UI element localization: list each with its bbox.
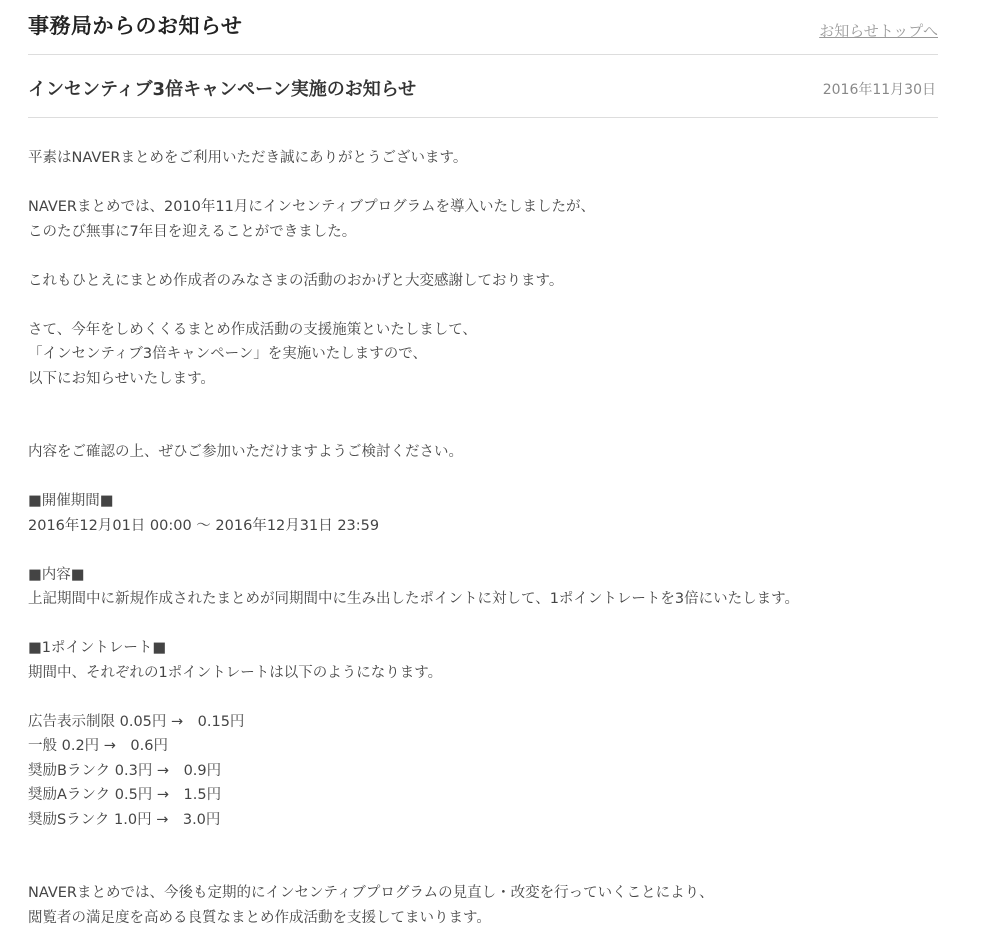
body-line: 以下にお知らせいたします。 [28, 370, 215, 387]
body-line: 上記期間中に新規作成されたまとめが同期間中に生み出したポイントに対して、1ポイントレートを3倍にいたします。 [28, 591, 799, 607]
blank-line [28, 244, 938, 269]
blank-line [28, 857, 938, 882]
article-body [28, 146, 938, 930]
page-header [28, 0, 938, 55]
blank-line [28, 685, 938, 710]
body-line: 一般 0.2円 → 0.6円 [28, 738, 168, 754]
body-line: 奨励Bランク 0.3円 → 0.9円 [28, 762, 222, 779]
blank-line [28, 538, 938, 563]
article-header [28, 55, 938, 118]
article-title: インセンティブ3倍キャンペーン実施のお知らせ [28, 79, 417, 100]
notice-container [28, 0, 938, 926]
blank-line [28, 293, 938, 318]
body-line: 平素はNAVERまとめをご利用いただき誠にありがとうございます。 [28, 150, 468, 166]
body-line: NAVERまとめでは、今後も定期的にインセンティブプログラムの見直し・改変を行っていくことにより、 [28, 885, 714, 901]
body-line: これもひとえにまとめ作成者のみなさまの活動のおかげと大変感謝しております。 [28, 272, 564, 289]
body-line: 2016年12月01日 00:00 〜 2016年12月31日 23:59 [28, 517, 380, 534]
article-date: 2016年11月30日 [822, 82, 936, 98]
blank-line [28, 391, 938, 416]
page-title: 事務局からのお知らせ [28, 14, 243, 38]
body-line: ■開催期間■ [28, 493, 114, 509]
body-line: 内容をご確認の上、ぜひご参加いただけますようご検討ください。 [28, 444, 463, 460]
body-line: 閲覧者の満足度を高める良質なまとめ作成活動を支援してまいります。 [28, 909, 491, 926]
body-line: 奨励Aランク 0.5円 → 1.5円 [28, 787, 222, 803]
blank-line [28, 416, 938, 441]
body-line: ■1ポイントレート■ [28, 640, 167, 656]
blank-line [28, 171, 938, 196]
body-line: ■内容■ [28, 566, 85, 583]
body-line: NAVERまとめでは、2010年11月にインセンティブプログラムを導入いたしましたが、 [28, 199, 596, 215]
body-line: さて、今年をしめくくるまとめ作成活動の支援施策といたしまして、 [28, 321, 477, 338]
body-line: 奨励Sランク 1.0円 → 3.0円 [28, 811, 221, 828]
body-line: 「インセンティブ3倍キャンペーン」を実施いたしますので、 [28, 346, 427, 362]
blank-line [28, 832, 938, 857]
body-line: 期間中、それぞれの1ポイントレートは以下のようになります。 [28, 664, 443, 681]
blank-line [28, 612, 938, 637]
body-line: 広告表示制限 0.05円 → 0.15円 [28, 713, 245, 730]
body-line: このたび無事に7年目を迎えることができました。 [28, 223, 357, 240]
blank-line [28, 465, 938, 490]
notice-top-link[interactable]: お知らせトップへ [819, 22, 938, 40]
